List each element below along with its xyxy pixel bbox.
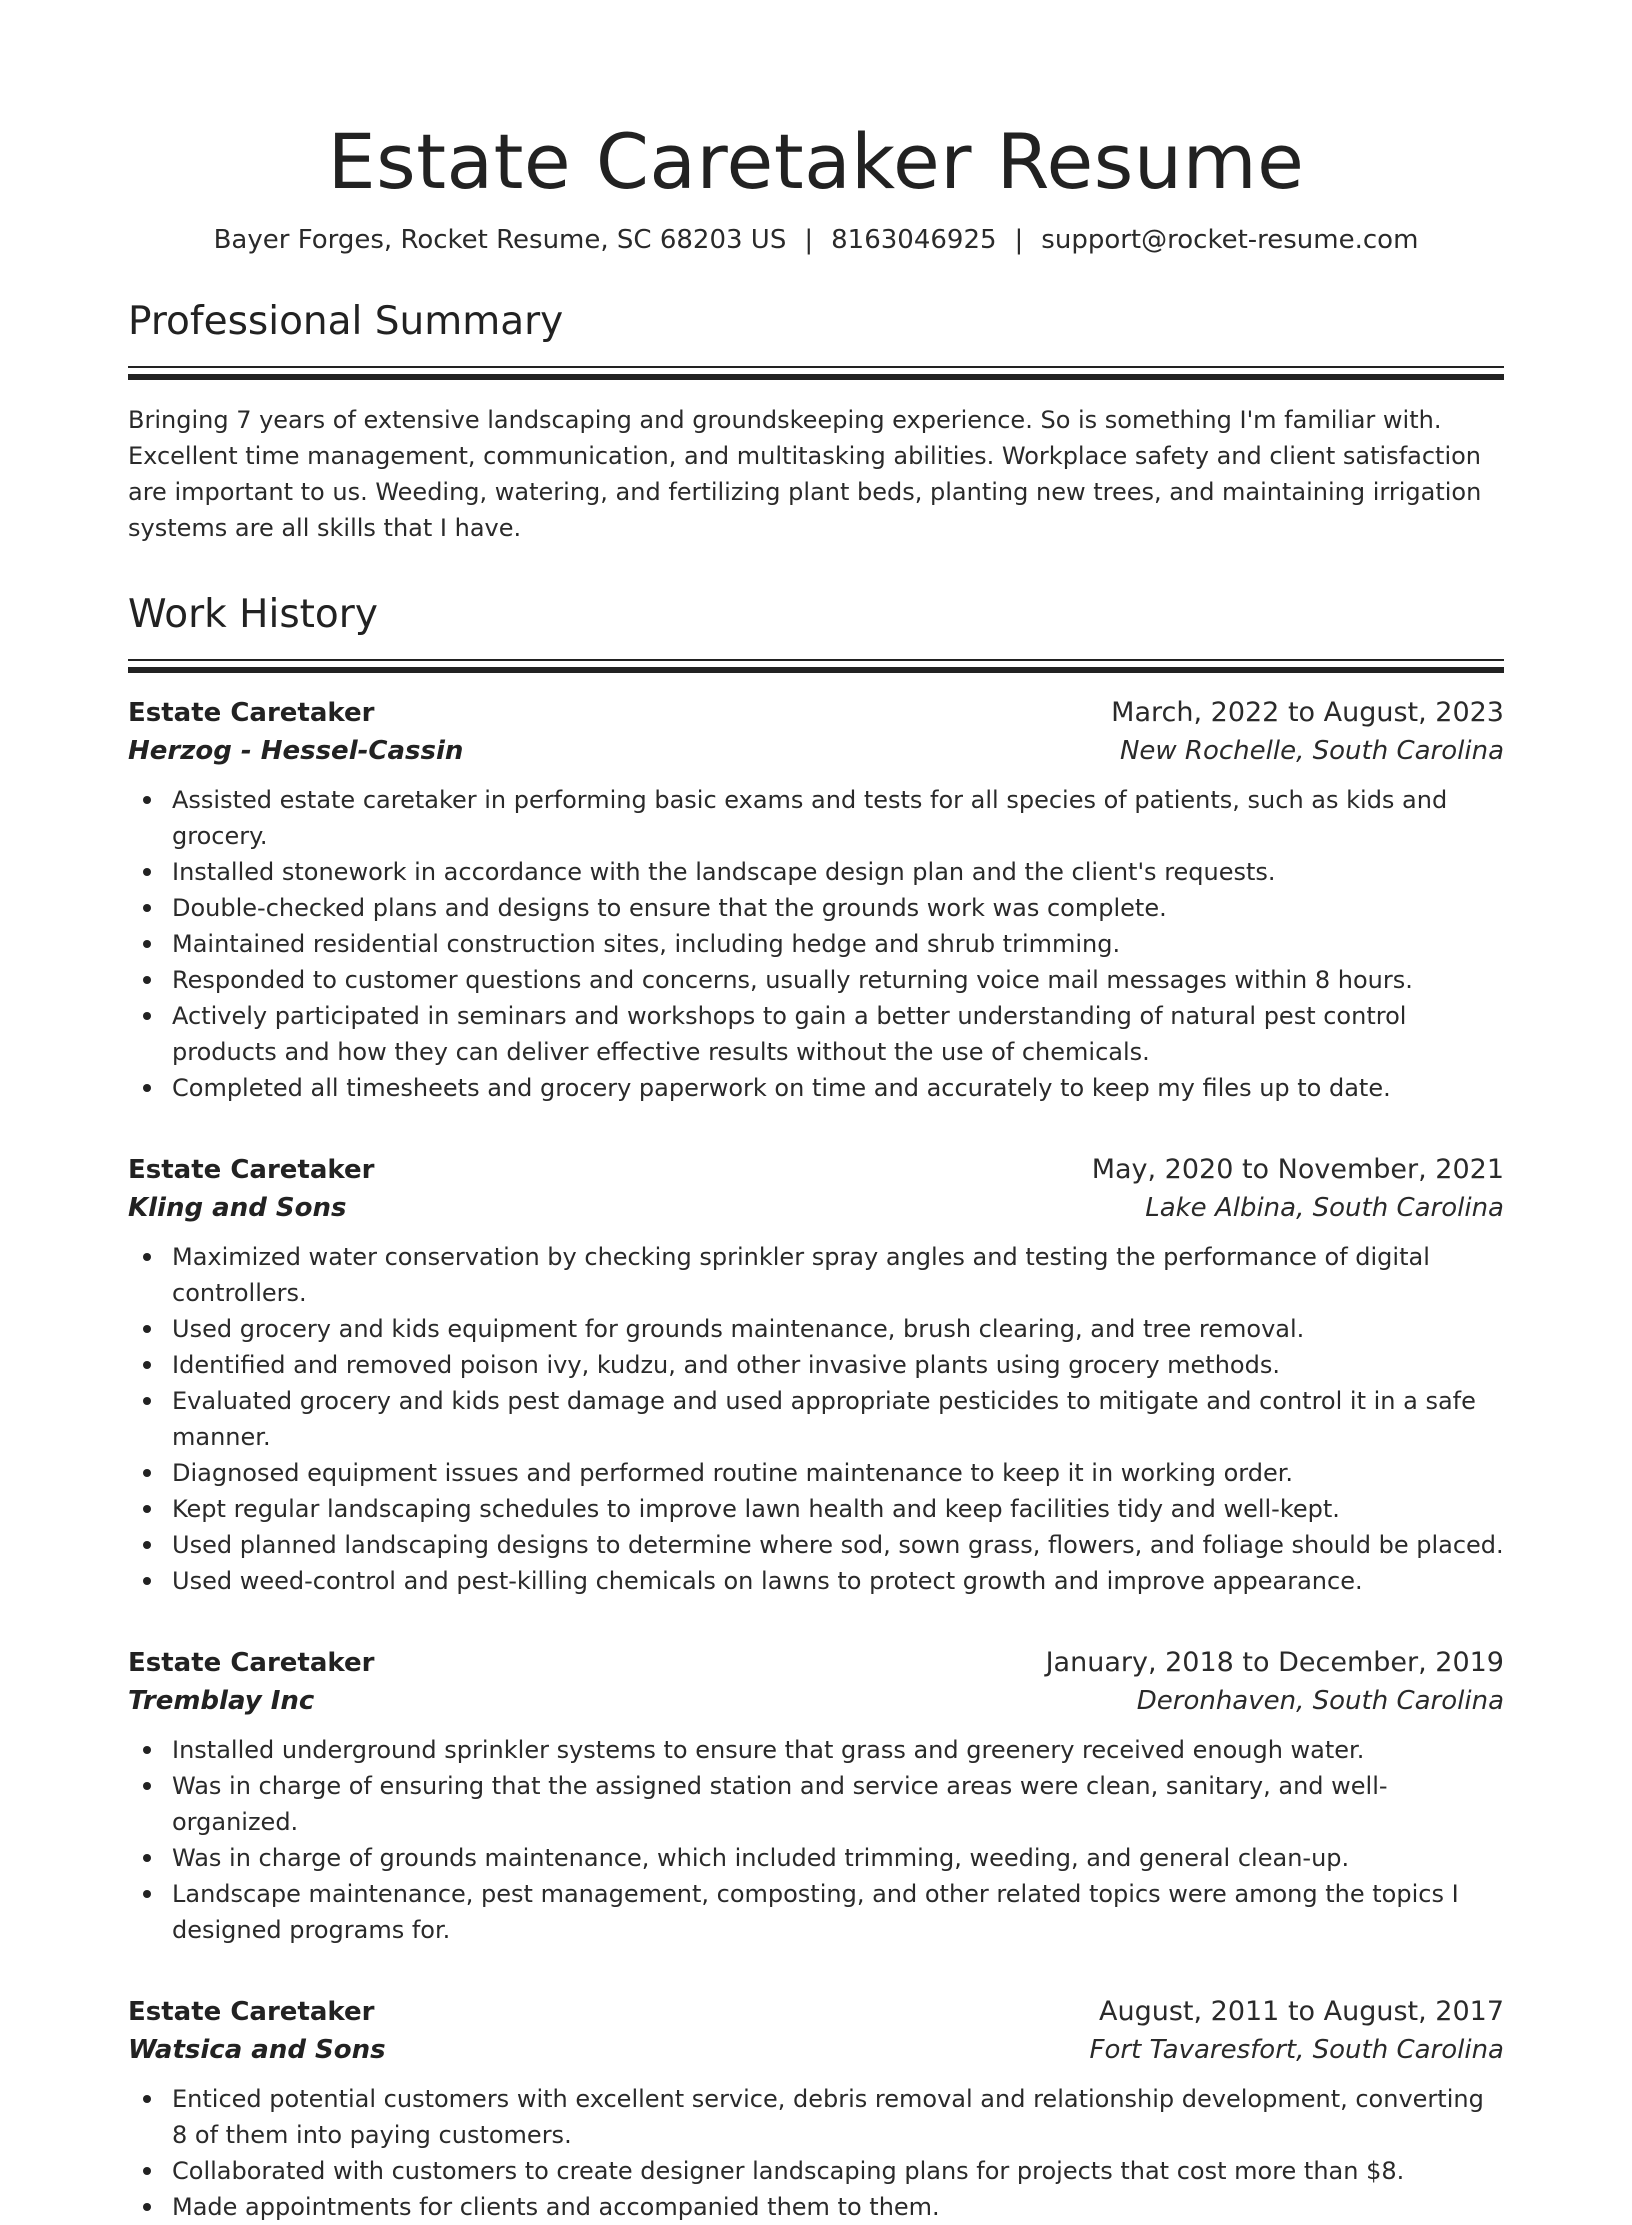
job-bullet: Identified and removed poison ivy, kudzu, and other invasive plants using grocery methods. [172, 1347, 1504, 1383]
job-header-row [128, 1647, 1504, 1678]
job-bullet: Responded to customer questions and concerns, usually returning voice mail messages within 8 hours. [172, 962, 1504, 998]
job-title: Estate Caretaker [128, 1647, 375, 1678]
section-divider-thin [128, 366, 1504, 368]
job-employer-row [128, 1686, 1504, 1716]
job-employer-row [128, 736, 1504, 766]
job-bullet: Was in charge of grounds maintenance, which included trimming, weeding, and general clean-up. [172, 1840, 1504, 1876]
job-bullet: Was in charge of ensuring that the assigned station and service areas were clean, sanitary, and well-organized. [172, 1768, 1504, 1840]
job-bullet-list [128, 1732, 1504, 1948]
job-title: Estate Caretaker [128, 697, 375, 728]
job-dates: March, 2022 to August, 2023 [1111, 696, 1504, 728]
job-bullet: Landscape maintenance, pest management, composting, and other related topics were among the topics I designed programs for. [172, 1876, 1504, 1948]
job-company: Tremblay Inc [128, 1685, 315, 1716]
job-bullet: Collaborated with customers to create designer landscaping plans for projects that cost more than $8. [172, 2153, 1504, 2189]
contact-line [128, 225, 1504, 255]
job-entry [128, 697, 1504, 1106]
job-title: Estate Caretaker [128, 1154, 375, 1185]
job-entry [128, 1647, 1504, 1948]
section-heading-work-history: Work History [128, 592, 378, 638]
professional-summary-section [128, 299, 1504, 546]
contact-phone: 8163046925 [831, 225, 997, 256]
job-entry [128, 1996, 1504, 2225]
section-divider-thick [128, 374, 1504, 380]
job-bullet: Used planned landscaping designs to determine where sod, sown grass, flowers, and foliage should be placed. [172, 1527, 1504, 1563]
job-bullet: Evaluated grocery and kids pest damage and used appropriate pesticides to mitigate and control it in a safe manner. [172, 1383, 1504, 1455]
job-bullet-list [128, 2081, 1504, 2225]
job-location: Fort Tavaresfort, South Carolina [1089, 2034, 1504, 2065]
job-title: Estate Caretaker [128, 1996, 375, 2027]
job-location: Deronhaven, South Carolina [1136, 1685, 1504, 1716]
job-company: Watsica and Sons [128, 2034, 386, 2065]
job-bullet-list [128, 782, 1504, 1106]
document-title: Estate Caretaker Resume [327, 117, 1305, 206]
job-bullet: Kept regular landscaping schedules to improve lawn health and keep facilities tidy and well-kept. [172, 1491, 1504, 1527]
job-dates: May, 2020 to November, 2021 [1091, 1153, 1504, 1185]
section-divider-thin [128, 659, 1504, 661]
job-dates: August, 2011 to August, 2017 [1099, 1995, 1504, 2027]
job-dates: January, 2018 to December, 2019 [1045, 1646, 1504, 1678]
job-bullet: Installed stonework in accordance with the landscape design plan and the client's requests. [172, 854, 1504, 890]
contact-separator: | [1014, 225, 1024, 256]
job-header-row [128, 1154, 1504, 1185]
job-bullet-list [128, 1239, 1504, 1599]
job-bullet: Double-checked plans and designs to ensure that the grounds work was complete. [172, 890, 1504, 926]
job-bullet: Maintained residential construction sites, including hedge and shrub trimming. [172, 926, 1504, 962]
job-bullet: Used grocery and kids equipment for grounds maintenance, brush clearing, and tree removal. [172, 1311, 1504, 1347]
job-bullet: Installed underground sprinkler systems to ensure that grass and greenery received enough water. [172, 1732, 1504, 1768]
job-bullet: Actively participated in seminars and workshops to gain a better understanding of natural pest control products and how they can deliver effective results without the use of chemicals. [172, 998, 1504, 1070]
job-bullet: Assisted estate caretaker in performing basic exams and tests for all species of patients, such as kids and grocery. [172, 782, 1504, 854]
job-bullet: Enticed potential customers with excellent service, debris removal and relationship development, converting 8 of them into paying customers. [172, 2081, 1504, 2153]
job-entry [128, 1154, 1504, 1599]
summary-text: Bringing 7 years of extensive landscaping and groundskeeping experience. So is something I'm familiar with. Excellent time management, communication, and multitasking abilities. Workplace safety and client satisfaction are important to us. Weeding, watering, and fertilizing plant beds, planting new trees, and maintaining irrigation systems are all skills that I have. [128, 406, 1482, 543]
job-bullet: Made appointments for clients and accompanied them to them. [172, 2189, 1504, 2225]
job-bullet: Completed all timesheets and grocery paperwork on time and accurately to keep my files up to date. [172, 1070, 1504, 1106]
job-employer-row [128, 2035, 1504, 2065]
job-bullet: Used weed-control and pest-killing chemicals on lawns to protect growth and improve appearance. [172, 1563, 1504, 1599]
job-bullet: Diagnosed equipment issues and performed routine maintenance to keep it in working order. [172, 1455, 1504, 1491]
job-company: Herzog - Hessel-Cassin [128, 735, 464, 766]
job-bullet: Maximized water conservation by checking sprinkler spray angles and testing the performance of digital controllers. [172, 1239, 1504, 1311]
contact-separator: | [804, 225, 814, 256]
job-location: New Rochelle, South Carolina [1119, 735, 1504, 766]
section-divider-thick [128, 667, 1504, 673]
job-company: Kling and Sons [128, 1192, 347, 1223]
job-list [128, 697, 1504, 2225]
job-header-row [128, 697, 1504, 728]
job-employer-row [128, 1193, 1504, 1223]
section-heading-summary: Professional Summary [128, 299, 564, 345]
job-header-row [128, 1996, 1504, 2027]
work-history-section [128, 592, 1504, 2225]
job-location: Lake Albina, South Carolina [1145, 1192, 1504, 1223]
contact-address: Bayer Forges, Rocket Resume, SC 68203 US [213, 225, 787, 256]
contact-email: support@rocket-resume.com [1041, 225, 1419, 256]
